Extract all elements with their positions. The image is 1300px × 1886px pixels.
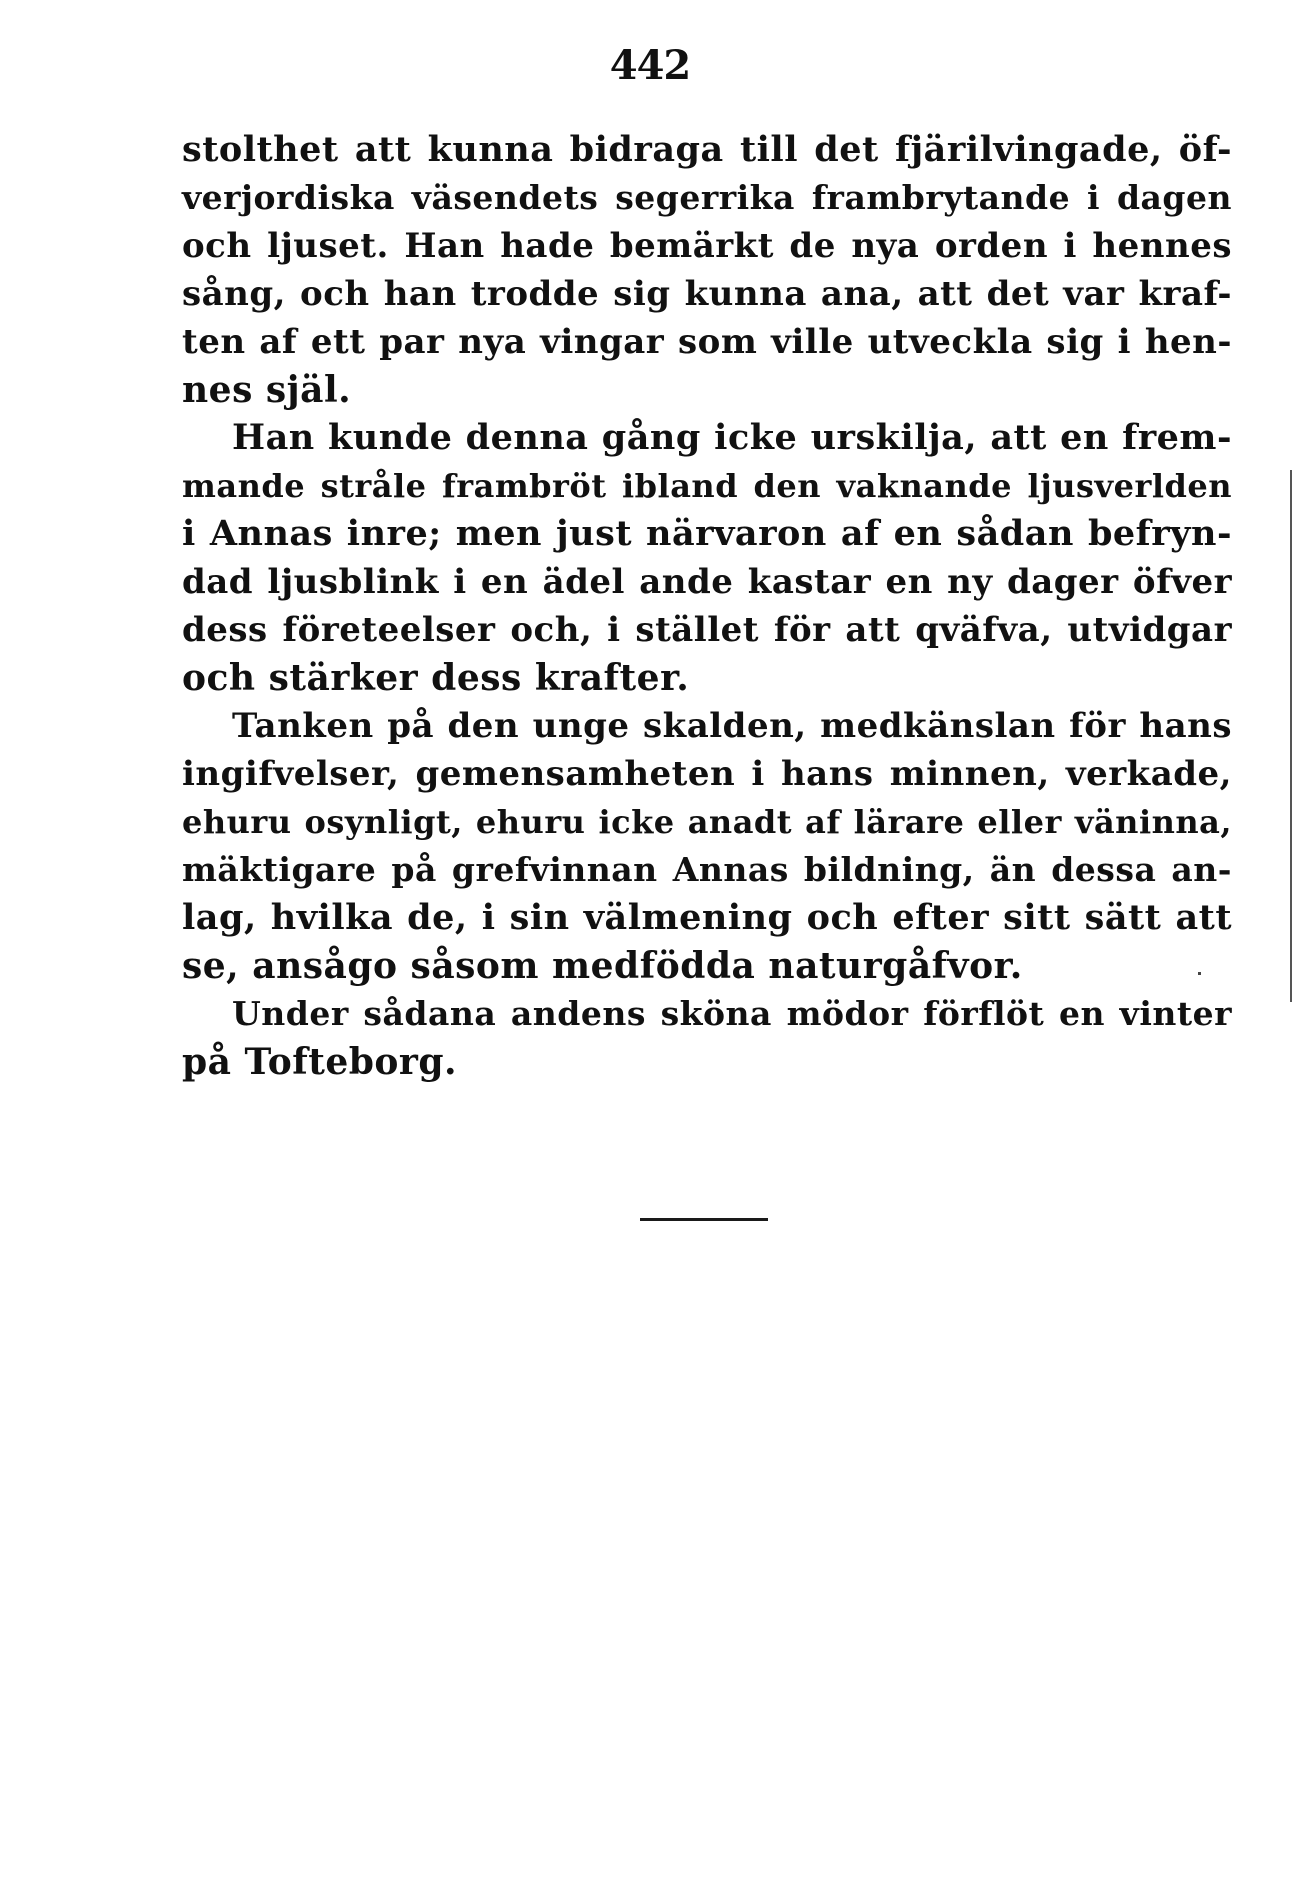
text-line: och ljuset. Han hade bemärkt de nya orden i hennes [182, 226, 1232, 266]
text-line: verjordiska väsendets segerrika frambrytande i dagen [182, 178, 1232, 217]
page-number: 442 [609, 42, 691, 89]
text-line: stolthet att kunna bidraga till det fjärilvingade, öf- [182, 129, 1232, 170]
chapter-end-rule [640, 1218, 768, 1221]
scan-margin-line [1290, 470, 1292, 1002]
text-line: dess företeelser och, i stället för att qväfva, utvidgar [182, 610, 1232, 650]
text-line: dad ljusblink i en ädel ande kastar en ny dager öfver [182, 562, 1232, 602]
text-line: Tanken på den unge skalden, medkänslan för hans [232, 706, 1232, 746]
text-line: lag, hvilka de, i sin välmening och efter sitt sätt att [182, 897, 1232, 938]
text-line: mande stråle frambröt ibland den vaknande ljusverlden [182, 467, 1232, 505]
text-line: se, ansågo såsom medfödda naturgåfvor. [182, 945, 1023, 987]
text-line: i Annas inre; men just närvaron af en sådan befryn- [182, 513, 1232, 554]
text-line: Han kunde denna gång icke urskilja, att en frem- [232, 417, 1232, 458]
text-line: Under sådana andens sköna mödor förflöt en vinter [232, 994, 1232, 1033]
text-line: sång, och han trodde sig kunna ana, att det var kraf- [182, 274, 1232, 314]
text-line: på Tofteborg. [182, 1041, 458, 1083]
text-line: mäktigare på grefvinnan Annas bildning, än dessa an- [182, 850, 1232, 889]
text-line: ingifvelser, gemensamheten i hans minnen, verkade, [182, 754, 1232, 794]
scan-speck [1198, 972, 1201, 975]
text-line: nes själ. [182, 369, 352, 411]
text-line: och stärker dess krafter. [182, 657, 690, 699]
text-line: ten af ett par nya vingar som ville utveckla sig i hen- [182, 322, 1232, 362]
text-line: ehuru osynligt, ehuru icke anadt af lärare eller väninna, [182, 803, 1232, 841]
